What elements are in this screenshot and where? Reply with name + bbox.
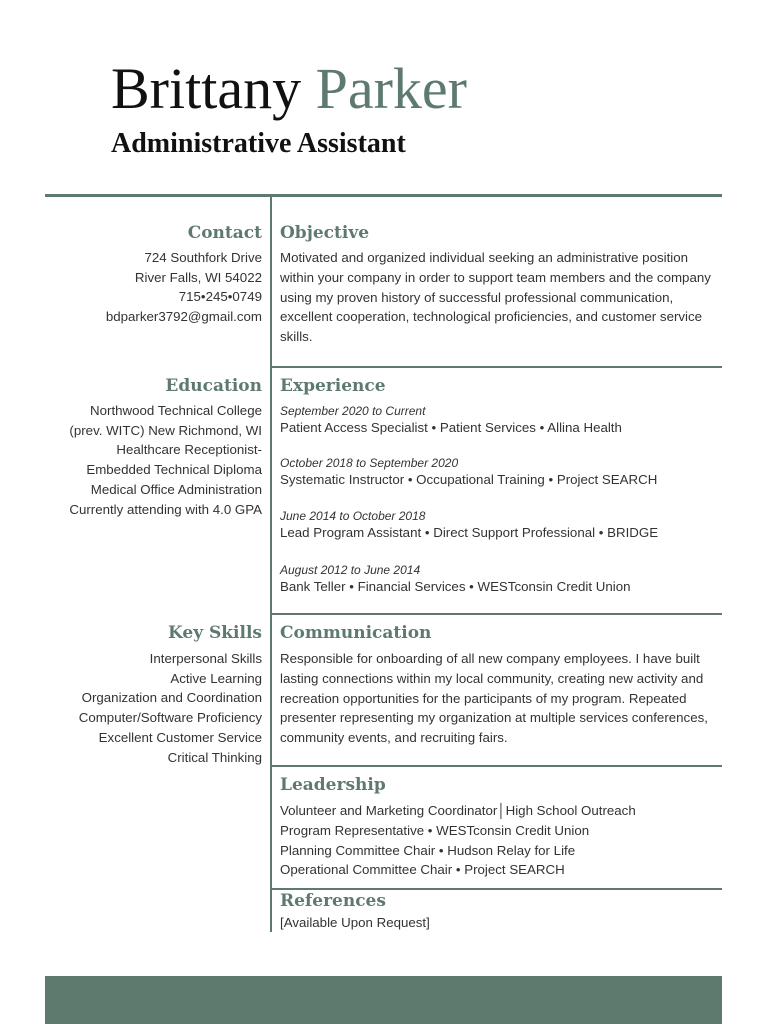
contact-city: River Falls, WI 54022 xyxy=(134,269,262,285)
communication-text: Responsible for onboarding of all new company employees. I have built lasting connections within my local community, creating new activity and recreation opportunities for the participants of my program. Repeated presenter representing my organization at multiple services conferences, community events, and recruiting fairs. xyxy=(280,651,708,746)
job-dates: October 2018 to September 2020 xyxy=(280,456,459,470)
section-divider xyxy=(271,765,722,767)
education-line: Currently attending with 4.0 GPA xyxy=(69,501,262,517)
skill-item: Active Learning xyxy=(170,670,262,686)
education-line: Healthcare Receptionist- xyxy=(116,442,262,458)
contact-heading: Contact xyxy=(187,223,262,243)
job-description: Systematic Instructor • Occupational Training • Project SEARCH xyxy=(280,472,658,487)
communication-heading: Communication xyxy=(280,623,432,643)
references-heading: References xyxy=(280,891,386,911)
footer-bar xyxy=(45,976,722,1024)
references-text: [Available Upon Request] xyxy=(280,915,430,930)
leadership-item: Program Representative • WESTconsin Credit Union xyxy=(280,822,590,838)
last-name: Parker xyxy=(315,56,467,121)
job-entry xyxy=(280,508,720,542)
skill-item: Interpersonal Skills xyxy=(149,651,262,666)
contact-address: 724 Southfork Drive xyxy=(144,250,262,265)
education-line: Medical Office Administration xyxy=(90,481,262,497)
leadership-item: Planning Committee Chair • Hudson Relay for Life xyxy=(280,842,576,858)
job-dates: September 2020 to Current xyxy=(280,404,426,418)
skill-item: Excellent Customer Service xyxy=(98,729,262,745)
experience-heading: Experience xyxy=(280,376,386,396)
objective-heading: Objective xyxy=(280,223,370,243)
leadership-heading: Leadership xyxy=(280,775,386,795)
contact-phone: 715•245•0749 xyxy=(178,289,262,305)
skill-item: Computer/Software Proficiency xyxy=(78,710,262,726)
leadership-item: Volunteer and Marketing Coordinator│High School Outreach xyxy=(280,803,636,818)
skill-item: Organization and Coordination xyxy=(81,690,262,706)
section-divider xyxy=(271,366,722,368)
contact-list xyxy=(106,248,262,327)
job-dates: June 2014 to October 2018 xyxy=(280,509,426,523)
job-entry xyxy=(280,403,720,437)
leadership-list xyxy=(280,801,636,880)
section-divider xyxy=(271,613,722,615)
skills-heading: Key Skills xyxy=(167,623,262,643)
first-name: Brittany xyxy=(111,56,302,121)
contact-email: bdparker3792@gmail.com xyxy=(105,309,262,325)
education-line: Embedded Technical Diploma xyxy=(86,462,262,478)
education-list xyxy=(69,401,262,519)
education-line: Northwood Technical College xyxy=(90,403,262,418)
job-description: Bank Teller • Financial Services • WESTconsin Credit Union xyxy=(280,579,631,594)
objective-text: Motivated and organized individual seeking an administrative position within your company in order to support team members and the company using my proven history of successful professional communication, excellent cooperation, technological proficiencies, and customer service skills. xyxy=(280,250,711,345)
leadership-item: Operational Committee Chair • Project SEARCH xyxy=(280,862,565,878)
education-heading: Education xyxy=(165,376,262,396)
header-divider xyxy=(45,194,722,197)
job-title: Administrative Assistant xyxy=(111,128,406,159)
skills-list xyxy=(79,649,262,767)
job-entry xyxy=(280,455,720,489)
job-dates: August 2012 to June 2014 xyxy=(280,563,421,577)
job-description: Patient Access Specialist • Patient Services • Allina Health xyxy=(280,420,622,435)
education-line: (prev. WITC) New Richmond, WI xyxy=(69,422,262,438)
candidate-name xyxy=(111,56,467,122)
skill-item: Critical Thinking xyxy=(167,749,262,765)
column-divider xyxy=(270,196,272,932)
job-entry xyxy=(280,562,720,596)
job-description: Lead Program Assistant • Direct Support Professional • BRIDGE xyxy=(280,525,659,540)
